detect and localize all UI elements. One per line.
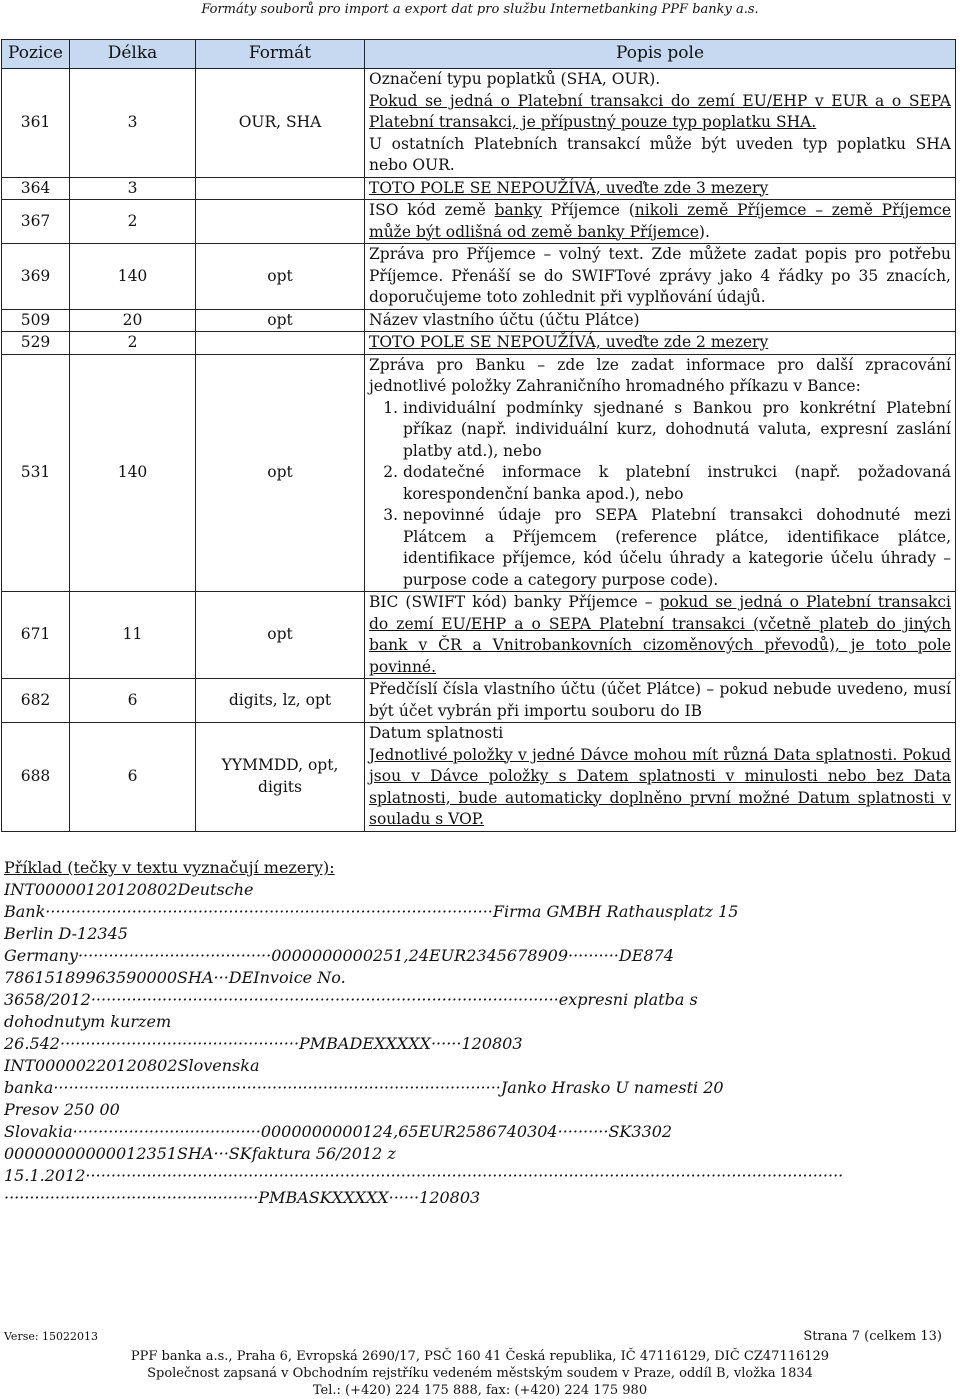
cell-popis: Zpráva pro Banku – zde lze zadat informace pro další zpracování jednotlivé položky Zahraničního hromadného příkazu v Bance: 1. individuální podmínky sjednané s Bankou pro konkrétní Platební příkaz (např. individuální kurz, dohodnutá valuta, expresní zaslání platby atd.), nebo 2. dodatečné informace k platební instrukci (např. požadovaná korespondenční banka apod.), nebo 3. nepovinné údaje pro SEPA Platební transakci dohodnuté mezi Plátcem a Příjemcem (reference plátce, identifikace plátce, identifikace příjemce, kód účelu úhrady a kategorie účelu úhrady – purpose code a category purpose code).: [365, 354, 956, 592]
table-row: [2, 354, 956, 592]
version-label: Verse: 15022013: [4, 1330, 99, 1343]
table-row: [2, 177, 956, 200]
footer-line: Společnost zapsaná v Obchodním rejstříku vedeném městským soudem v Praze, oddíl B, vložka 1834: [147, 1366, 813, 1381]
example-line: Bank························································································Firma GMBH Rathausplatz 15: [4, 902, 739, 921]
cell-delka: 11: [70, 592, 196, 679]
example-line: INT00000120120802Deutsche: [4, 880, 254, 899]
cell-delka: 2: [70, 200, 196, 244]
cell-format: digits, lz, opt: [196, 679, 365, 723]
example-line: Germany······································0000000000251,24EUR2345678909··········DE874: [4, 946, 674, 965]
underlined-text: TOTO POLE SE NEPOUŽÍVÁ, uveďte zde 3 mezery: [369, 178, 769, 197]
table-row: [2, 200, 956, 244]
underlined-text: Pokud se jedná o Platební transakci do zemí EU/EHP v EUR a o SEPA Platební transakci, je přípustný pouze typ poplatku SHA.: [369, 91, 951, 131]
cell-format: [196, 177, 365, 200]
cell-delka: 140: [70, 244, 196, 310]
cell-format: [196, 200, 365, 244]
field-spec-table: [1, 39, 956, 832]
cell-format: [196, 332, 365, 355]
underlined-text: banky: [494, 201, 542, 219]
table-header-row: [2, 40, 956, 69]
cell-format: opt: [196, 592, 365, 679]
example-line: 00000000000012351SHA···SKfaktura 56/2012 z: [4, 1144, 396, 1163]
cell-popis: Předčíslí čísla vlastního účtu (účet Plátce) – pokud nebude uvedeno, musí být účet vybrán při importu souboru do IB: [365, 679, 956, 723]
cell-pozice: 369: [2, 244, 70, 310]
cell-pozice: 529: [2, 332, 70, 355]
cell-pozice: 361: [2, 69, 70, 178]
example-line: Presov 250 00: [4, 1100, 120, 1119]
company-footer: [0, 1348, 960, 1399]
example-line: 26.542···············································PMBADEXXXXX······120803: [4, 1034, 523, 1053]
cell-pozice: 364: [2, 177, 70, 200]
col-header-popis: Popis pole: [365, 40, 956, 69]
cell-popis: [365, 177, 956, 200]
list-item: 1. individuální podmínky sjednané s Bankou pro konkrétní Platební příkaz (např. individuální kurz, dohodnutá valuta, expresní zaslání platby atd.), nebo: [403, 398, 951, 463]
cell-format: opt: [196, 354, 365, 592]
underlined-text: TOTO POLE SE NEPOUŽÍVÁ, uveďte zde 2 mezery: [369, 333, 769, 351]
table-row: [2, 723, 956, 832]
underlined-text: pokud se jedná o Platební transakci do zemí EU/EHP a o SEPA Platební transakci (včetně plateb do jiných bank v ČR a Vnitrobankovních cizoměnových převodů), je toto pole povinné.: [369, 593, 952, 676]
cell-popis: Název vlastního účtu (účtu Plátce): [365, 309, 956, 332]
example-line: Berlin D-12345: [4, 924, 128, 943]
page-header: Formáty souborů pro import a export dat pro službu Internetbanking PPF banky a.s.: [201, 2, 759, 17]
example-line: Slovakia·····································0000000000124,65EUR2586740304··········SK3302: [4, 1122, 673, 1141]
table-row: [2, 592, 956, 679]
example-line: banka························································································Janko Hrasko U namesti 20: [4, 1078, 724, 1097]
cell-pozice: 367: [2, 200, 70, 244]
table-row: [2, 309, 956, 332]
cell-delka: 140: [70, 354, 196, 592]
table-row: [2, 679, 956, 723]
cell-delka: 2: [70, 332, 196, 355]
list-item: 2. dodatečné informace k platební instrukci (např. požadovaná korespondenční banka apod.), nebo: [403, 462, 951, 505]
page-number: Strana 7 (celkem 13): [803, 1329, 942, 1344]
cell-format: opt: [196, 309, 365, 332]
footer-line: PPF banka a.s., Praha 6, Evropská 2690/17, PSČ 160 41 Česká republika, IČ 47116129, DIČ CZ47116129: [130, 1349, 830, 1364]
example-lines: [4, 879, 954, 1209]
cell-delka: 3: [70, 177, 196, 200]
table-row: [2, 244, 956, 310]
cell-format: opt: [196, 244, 365, 310]
cell-delka: 6: [70, 723, 196, 832]
cell-format: OUR, SHA: [196, 69, 365, 178]
underlined-text: nikoli země Příjemce – země Příjemce může být odlišná od země banky Příjemce: [369, 201, 951, 241]
cell-delka: 3: [70, 69, 196, 178]
cell-popis: Označení typu poplatků (SHA, OUR). Pokud se jedná o Platební transakci do zemí EU/EHP v EUR a o SEPA Platební transakci, je přípustný pouze typ poplatku SHA. U ostatních Platebních transakcí může být uveden typ poplatku SHA nebo OUR.: [365, 69, 956, 178]
cell-popis: [365, 332, 956, 355]
cell-popis: BIC (SWIFT kód) banky Příjemce – pokud se jedná o Platební transakci do zemí EU/EHP a o SEPA Platební transakci (včetně plateb do jiných bank v ČR a Vnitrobankovních cizoměnových převodů), je toto pole povinné.: [365, 592, 956, 679]
list-item: 3. nepovinné údaje pro SEPA Platební transakci dohodnuté mezi Plátcem a Příjemcem (reference plátce, identifikace plátce, identifikace příjemce, kód účelu úhrady a kategorie účelu úhrady – purpose code a category purpose code).: [403, 505, 951, 591]
table-body: [2, 69, 956, 832]
example-line: 15.1.2012·····················································································································································: [4, 1166, 844, 1185]
table-row: [2, 69, 956, 178]
example-line: 3658/2012····························································································expresni platba s: [4, 990, 698, 1009]
col-header-pozice: Pozice: [2, 40, 70, 69]
cell-pozice: 671: [2, 592, 70, 679]
col-header-delka: Délka: [70, 40, 196, 69]
description-list: [369, 398, 951, 592]
footer-line: Tel.: (+420) 224 175 888, fax: (+420) 224 175 980: [312, 1383, 648, 1398]
example-line: dohodnutym kurzem: [4, 1012, 172, 1031]
cell-popis: Zpráva pro Příjemce – volný text. Zde můžete zadat popis pro potřebu Příjemce. Přenáší se do SWIFTové zprávy jako 4 řádky po 35 znacích, doporučujeme toto zohlednit při vyplňování údajů.: [365, 244, 956, 310]
underlined-text: Jednotlivé položky v jedné Dávce mohou mít různá Data splatnosti. Pokud jsou v Dávce položky s Datem splatnosti v minulosti nebo bez Data splatnosti, bude automaticky doplněno první možné Datum splatnosti v souladu s VOP.: [369, 745, 951, 828]
cell-pozice: 509: [2, 309, 70, 332]
example-title: Příklad (tečky v textu vyznačují mezery):: [4, 858, 335, 877]
cell-popis: Datum splatnosti Jednotlivé položky v jedné Dávce mohou mít různá Data splatnosti. Pokud jsou v Dávce položky s Datem splatnosti v minulosti nebo bez Data splatnosti, bude automaticky doplněno první možné Datum splatnosti v souladu s VOP.: [365, 723, 956, 832]
cell-popis: ISO kód země banky Příjemce (nikoli země Příjemce – země Příjemce může být odlišná od země banky Příjemce).: [365, 200, 956, 244]
cell-delka: 20: [70, 309, 196, 332]
cell-delka: 6: [70, 679, 196, 723]
example-line: ··················································PMBASKXXXXX······120803: [4, 1188, 481, 1207]
example-line: 78615189963590000SHA···DEInvoice No.: [4, 968, 346, 987]
example-line: INT00000220120802Slovenska: [4, 1056, 260, 1075]
example-block: [4, 857, 954, 1209]
cell-pozice: 682: [2, 679, 70, 723]
cell-pozice: 688: [2, 723, 70, 832]
col-header-format: Formát: [196, 40, 365, 69]
cell-format: YYMMDD, opt, digits: [196, 723, 365, 832]
table-row: [2, 332, 956, 355]
cell-pozice: 531: [2, 354, 70, 592]
